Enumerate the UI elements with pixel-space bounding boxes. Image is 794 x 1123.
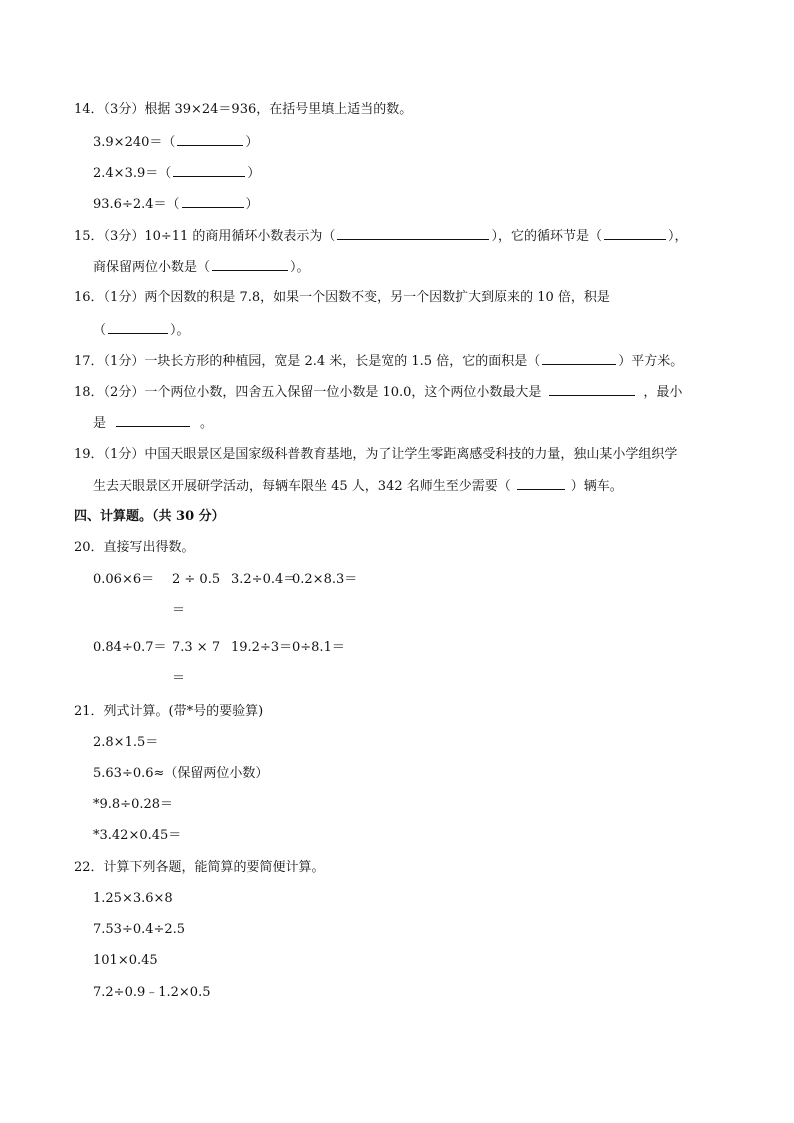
calc-item: 19.2÷3＝ <box>231 640 293 655</box>
q14-item-2 <box>93 164 260 183</box>
q22-item: 101×0.45 <box>93 953 158 968</box>
q16-line-2 <box>93 321 190 340</box>
q17-text-a: 17．（1分）一块长方形的种植园，宽是 2.4 米，长是宽的 1.5 倍，它的面积是（ <box>74 354 541 369</box>
q22-heading: 22．计算下列各题，能简算的要简便计算。 <box>74 860 325 875</box>
q21-item: *9.8÷0.28＝ <box>93 797 174 812</box>
close-paren: ） <box>245 197 259 212</box>
q15-text-a: 15．（3分）10÷11 的商用循环小数表示为（ <box>74 229 336 244</box>
q22-item: 7.2÷0.9﹣1.2×0.5 <box>93 985 211 1000</box>
close-paren: ） <box>247 166 261 181</box>
answer-blank[interactable] <box>212 258 288 271</box>
q21-item: 2.8×1.5＝ <box>93 735 159 750</box>
answer-blank[interactable] <box>517 477 565 490</box>
q15-line-1 <box>74 227 687 246</box>
q22-item: 7.53÷0.4÷2.5 <box>93 922 186 937</box>
calc-item: 2 ÷ 0.5 <box>172 572 221 587</box>
q14-item-1-text: 3.9×240＝（ <box>93 135 176 150</box>
q14-item-2-text: 2.4×3.9＝（ <box>93 166 172 181</box>
answer-blank[interactable] <box>542 352 616 365</box>
q21-heading: 21．列式计算。(带*号的要验算) <box>74 704 264 719</box>
q15-text-b: ），它的循环节是（ <box>491 229 602 244</box>
q18-text-c: 是 <box>93 416 107 431</box>
q18-line-1 <box>74 383 682 402</box>
answer-blank[interactable] <box>549 383 635 396</box>
answer-blank[interactable] <box>116 414 190 427</box>
answer-blank[interactable] <box>337 227 489 240</box>
q14-item-1 <box>93 133 258 152</box>
calc-equals: ＝ <box>172 603 186 618</box>
calc-item: 0÷8.1＝ <box>292 640 345 655</box>
answer-blank[interactable] <box>173 164 245 177</box>
section-heading: 四、计算题。（共 30 分） <box>74 509 225 524</box>
q18-text-b: ，最小 <box>643 385 683 400</box>
q14-item-3-text: 93.6÷2.4＝（ <box>93 197 180 212</box>
calc-item: 0.84÷0.7＝ <box>93 640 167 655</box>
q21-item: 5.63÷0.6≈（保留两位小数） <box>93 766 269 781</box>
q18-text-d: 。 <box>200 416 214 431</box>
q22-item: 1.25×3.6×8 <box>93 891 173 906</box>
q19-text-b: 生去天眼景区开展研学活动，每辆车限坐 45 人，342 名师生至少需要（ <box>93 479 511 494</box>
calc-item: 3.2÷0.4＝ <box>231 572 297 587</box>
q15-line-2 <box>93 258 310 277</box>
q16-text-c: ）。 <box>170 323 190 338</box>
q19-line-2 <box>93 477 623 496</box>
calc-item: 0.06×6＝ <box>93 572 155 587</box>
q16-text-b: （ <box>93 323 107 338</box>
q18-line-2 <box>93 414 213 433</box>
answer-blank[interactable] <box>177 133 243 146</box>
q15-text-d: 商保留两位小数是（ <box>93 260 211 275</box>
q20-heading: 20．直接写出得数。 <box>74 540 195 555</box>
q19-line-1: 19．（1分）中国天眼景区是国家级科普教育基地，为了让学生零距离感受科技的力量，独山某小学组织学 <box>74 447 678 462</box>
q17-text-b: ）平方米。 <box>618 354 684 369</box>
answer-blank[interactable] <box>108 321 168 334</box>
q18-text-a: 18．（2分）一个两位小数，四舍五入保留一位小数是 10.0，这个两位小数最大是 <box>74 385 542 400</box>
q19-text-c: ）辆车。 <box>570 479 623 494</box>
close-paren: ） <box>245 135 259 150</box>
q14-item-3 <box>93 195 259 214</box>
q15-text-c: ）， <box>667 229 688 244</box>
calc-item: 0.2×8.3＝ <box>292 572 358 587</box>
q16-line-1: 16．（1分）两个因数的积是 7.8，如果一个因数不变，另一个因数扩大到原来的 10 倍，积是 <box>74 290 610 305</box>
q17-line <box>74 352 683 371</box>
answer-blank[interactable] <box>182 195 244 208</box>
answer-blank[interactable] <box>604 227 666 240</box>
q21-item: *3.42×0.45＝ <box>93 828 182 843</box>
q15-text-e: ）。 <box>290 260 310 275</box>
calc-equals: ＝ <box>172 671 186 686</box>
calc-item: 7.3 × 7 <box>172 640 221 655</box>
q14-heading: 14．（3分）根据 39×24＝936，在括号里填上适当的数。 <box>74 102 413 117</box>
